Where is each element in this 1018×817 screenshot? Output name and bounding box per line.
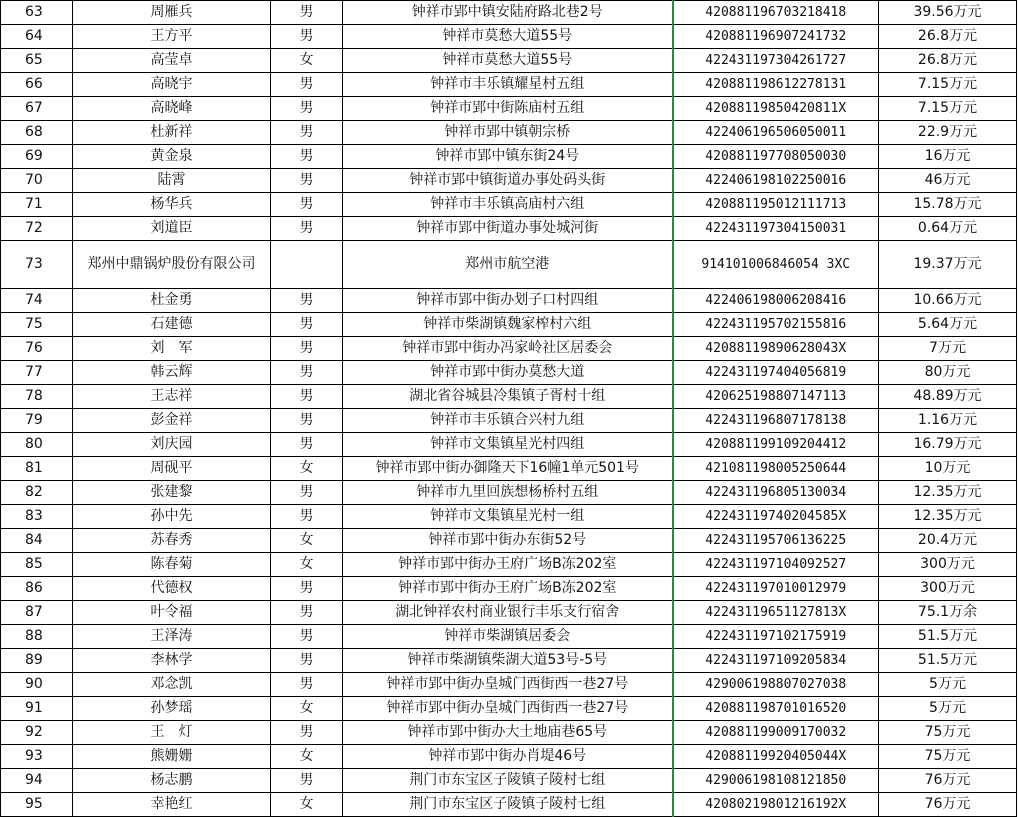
cell-address[interactable]: 钟祥市文集镇星光村一组 (343, 505, 673, 529)
cell-name[interactable]: 陆霄 (73, 169, 271, 193)
cell-gender[interactable]: 女 (271, 697, 343, 721)
cell-name[interactable]: 杨志鹏 (73, 769, 271, 793)
cell-name[interactable]: 高莹卓 (73, 49, 271, 73)
cell-gender[interactable]: 男 (271, 601, 343, 625)
table-row (1, 457, 1017, 481)
cell-gender[interactable]: 男 (271, 25, 343, 49)
cell-name[interactable]: 代德权 (73, 577, 271, 601)
table-row (1, 433, 1017, 457)
cell-seq[interactable]: 91 (1, 697, 73, 721)
table-row (1, 385, 1017, 409)
cell-address[interactable]: 钟祥市郢中镇街道办事处码头街 (343, 169, 673, 193)
cell-name[interactable]: 韩云辉 (73, 361, 271, 385)
table-row (1, 577, 1017, 601)
cell-amount[interactable]: 48.89万元 (879, 385, 1017, 409)
cell-seq[interactable]: 71 (1, 193, 73, 217)
cell-gender[interactable]: 女 (271, 553, 343, 577)
cell-amount[interactable]: 75.1万余 (879, 601, 1017, 625)
cell-gender[interactable]: 男 (271, 577, 343, 601)
cell-amount[interactable]: 80万元 (879, 361, 1017, 385)
cell-amount[interactable]: 5.64万元 (879, 313, 1017, 337)
cell-seq[interactable]: 89 (1, 649, 73, 673)
cell-name[interactable]: 石建德 (73, 313, 271, 337)
cell-address[interactable]: 钟祥市郢中街办大土地庙巷65号 (343, 721, 673, 745)
cell-gender[interactable]: 男 (271, 673, 343, 697)
table-row (1, 601, 1017, 625)
cell-id-number[interactable]: 422431196807178138 (673, 409, 879, 433)
cell-amount[interactable]: 300万元 (879, 577, 1017, 601)
cell-name[interactable]: 高晓宇 (73, 73, 271, 97)
cell-name[interactable]: 孙中先 (73, 505, 271, 529)
cell-address[interactable]: 钟祥市郢中镇朝宗桥 (343, 121, 673, 145)
table-row (1, 769, 1017, 793)
cell-name[interactable]: 杜金勇 (73, 289, 271, 313)
cell-id-number[interactable]: 42243119651127813X (673, 601, 879, 625)
cell-gender[interactable]: 男 (271, 97, 343, 121)
cell-name[interactable]: 苏春秀 (73, 529, 271, 553)
cell-seq[interactable]: 70 (1, 169, 73, 193)
cell-seq[interactable]: 72 (1, 217, 73, 241)
cell-seq[interactable]: 79 (1, 409, 73, 433)
cell-address[interactable]: 湖北钟祥农村商业银行丰乐支行宿舍 (343, 601, 673, 625)
cell-name[interactable]: 王泽涛 (73, 625, 271, 649)
cell-address[interactable]: 钟祥市郢中街办皇城门西街西一巷27号 (343, 697, 673, 721)
cell-gender[interactable]: 男 (271, 649, 343, 673)
cell-gender[interactable]: 男 (271, 337, 343, 361)
cell-id-number[interactable]: 422431195706136225 (673, 529, 879, 553)
cell-amount[interactable]: 20.4万元 (879, 529, 1017, 553)
cell-amount[interactable]: 5万元 (879, 673, 1017, 697)
cell-amount[interactable]: 10.66万元 (879, 289, 1017, 313)
cell-seq[interactable]: 87 (1, 601, 73, 625)
cell-name[interactable]: 高晓峰 (73, 97, 271, 121)
cell-gender[interactable]: 女 (271, 49, 343, 73)
cell-gender[interactable]: 男 (271, 121, 343, 145)
cell-id-number[interactable]: 420881199009170032 (673, 721, 879, 745)
cell-name[interactable]: 彭金祥 (73, 409, 271, 433)
cell-id-number[interactable]: 42088119920405044X (673, 745, 879, 769)
cell-id-number[interactable]: 420881195012111713 (673, 193, 879, 217)
cell-seq[interactable]: 63 (1, 1, 73, 25)
cell-id-number[interactable]: 420881196907241732 (673, 25, 879, 49)
cell-gender[interactable]: 男 (271, 289, 343, 313)
cell-seq[interactable]: 95 (1, 793, 73, 817)
cell-gender[interactable]: 男 (271, 625, 343, 649)
cell-seq[interactable]: 65 (1, 49, 73, 73)
cell-id-number[interactable]: 420881198701016520 (673, 697, 879, 721)
cell-name[interactable]: 叶令福 (73, 601, 271, 625)
cell-amount[interactable]: 5万元 (879, 697, 1017, 721)
cell-gender[interactable]: 女 (271, 529, 343, 553)
cell-amount[interactable]: 39.56万元 (879, 1, 1017, 25)
cell-id-number[interactable]: 42088119850420811X (673, 97, 879, 121)
cell-address[interactable]: 钟祥市郢中街道办事处城河街 (343, 217, 673, 241)
cell-address[interactable]: 钟祥市郢中街办王府广场B冻202室 (343, 577, 673, 601)
cell-seq[interactable]: 85 (1, 553, 73, 577)
cell-id-number[interactable]: 422431197104092527 (673, 553, 879, 577)
cell-address[interactable]: 钟祥市郢中街办王府广场B冻202室 (343, 553, 673, 577)
cell-address[interactable]: 钟祥市柴湖镇居委会 (343, 625, 673, 649)
cell-seq[interactable]: 76 (1, 337, 73, 361)
cell-id-number[interactable]: 422431197109205834 (673, 649, 879, 673)
cell-seq[interactable]: 84 (1, 529, 73, 553)
cell-id-number[interactable]: 914101006846054 3XC (673, 241, 879, 289)
cell-seq[interactable]: 73 (1, 241, 73, 289)
cell-address[interactable]: 钟祥市丰乐镇高庙村六组 (343, 193, 673, 217)
cell-id-number[interactable]: 422431195702155816 (673, 313, 879, 337)
cell-amount[interactable]: 19.37万元 (879, 241, 1017, 289)
table-row (1, 337, 1017, 361)
cell-gender[interactable] (271, 241, 343, 289)
cell-gender[interactable]: 男 (271, 769, 343, 793)
cell-address[interactable]: 钟祥市郢中街办东街52号 (343, 529, 673, 553)
cell-id-number[interactable]: 42080219801216192X (673, 793, 879, 817)
cell-amount[interactable]: 26.8万元 (879, 25, 1017, 49)
table-row (1, 25, 1017, 49)
cell-amount[interactable]: 16.79万元 (879, 433, 1017, 457)
cell-id-number[interactable]: 422431197102175919 (673, 625, 879, 649)
cell-name[interactable]: 邓念凯 (73, 673, 271, 697)
cell-address[interactable]: 钟祥市莫愁大道55号 (343, 25, 673, 49)
cell-gender[interactable]: 男 (271, 169, 343, 193)
table-row (1, 49, 1017, 73)
cell-seq[interactable]: 82 (1, 481, 73, 505)
table-row (1, 241, 1017, 289)
cell-address[interactable]: 钟祥市郢中街办肖堤46号 (343, 745, 673, 769)
cell-seq[interactable]: 81 (1, 457, 73, 481)
cell-seq[interactable]: 94 (1, 769, 73, 793)
cell-amount[interactable]: 26.8万元 (879, 49, 1017, 73)
cell-name[interactable]: 李林学 (73, 649, 271, 673)
cell-id-number[interactable]: 420881199109204412 (673, 433, 879, 457)
table-row (1, 721, 1017, 745)
cell-amount[interactable]: 51.5万元 (879, 625, 1017, 649)
cell-name[interactable]: 郑州中鼎锅炉股份有限公司 (73, 241, 271, 289)
cell-gender[interactable]: 男 (271, 385, 343, 409)
table-row (1, 1, 1017, 25)
cell-address[interactable]: 荆门市东宝区子陵镇子陵村七组 (343, 793, 673, 817)
cell-name[interactable]: 刘 军 (73, 337, 271, 361)
cell-amount[interactable]: 300万元 (879, 553, 1017, 577)
cell-address[interactable]: 钟祥市莫愁大道55号 (343, 49, 673, 73)
table-row (1, 505, 1017, 529)
cell-id-number[interactable]: 422431197304261727 (673, 49, 879, 73)
cell-id-number[interactable]: 422406196506050011 (673, 121, 879, 145)
cell-seq[interactable]: 80 (1, 433, 73, 457)
cell-gender[interactable]: 男 (271, 193, 343, 217)
cell-address[interactable]: 钟祥市丰乐镇合兴村九组 (343, 409, 673, 433)
cell-seq[interactable]: 86 (1, 577, 73, 601)
cell-name[interactable]: 王 灯 (73, 721, 271, 745)
cell-address[interactable]: 荆门市东宝区子陵镇子陵村七组 (343, 769, 673, 793)
cell-seq[interactable]: 90 (1, 673, 73, 697)
cell-amount[interactable]: 76万元 (879, 793, 1017, 817)
cell-gender[interactable]: 男 (271, 145, 343, 169)
cell-id-number[interactable]: 422431197304150031 (673, 217, 879, 241)
table-row (1, 313, 1017, 337)
cell-name[interactable]: 杜新祥 (73, 121, 271, 145)
cell-amount[interactable]: 15.78万元 (879, 193, 1017, 217)
cell-gender[interactable]: 男 (271, 481, 343, 505)
cell-address[interactable]: 郑州市航空港 (343, 241, 673, 289)
cell-address[interactable]: 钟祥市柴湖镇柴湖大道53号-5号 (343, 649, 673, 673)
cell-amount[interactable]: 7.15万元 (879, 97, 1017, 121)
cell-gender[interactable]: 男 (271, 73, 343, 97)
table-row (1, 553, 1017, 577)
cell-amount[interactable]: 75万元 (879, 745, 1017, 769)
cell-address[interactable]: 钟祥市郢中街办莫愁大道 (343, 361, 673, 385)
cell-amount[interactable]: 51.5万元 (879, 649, 1017, 673)
cell-seq[interactable]: 67 (1, 97, 73, 121)
cell-name[interactable]: 刘道臣 (73, 217, 271, 241)
cell-amount[interactable]: 7.15万元 (879, 73, 1017, 97)
cell-amount[interactable]: 46万元 (879, 169, 1017, 193)
cell-amount[interactable]: 22.9万元 (879, 121, 1017, 145)
cell-id-number[interactable]: 420881196703218418 (673, 1, 879, 25)
table-row (1, 793, 1017, 817)
cell-name[interactable]: 黄金泉 (73, 145, 271, 169)
cell-gender[interactable]: 男 (271, 433, 343, 457)
table-row (1, 409, 1017, 433)
cell-gender[interactable]: 女 (271, 793, 343, 817)
cell-gender[interactable]: 男 (271, 721, 343, 745)
cell-name[interactable]: 张建黎 (73, 481, 271, 505)
table-row (1, 649, 1017, 673)
cell-id-number[interactable]: 429006198108121850 (673, 769, 879, 793)
table-row (1, 121, 1017, 145)
cell-gender[interactable]: 女 (271, 457, 343, 481)
table-row (1, 97, 1017, 121)
cell-address[interactable]: 钟祥市郢中街办御隆天下16幢1单元501号 (343, 457, 673, 481)
cell-name[interactable]: 杨华兵 (73, 193, 271, 217)
cell-name[interactable]: 孙梦瑶 (73, 697, 271, 721)
cell-id-number[interactable]: 421081198005250644 (673, 457, 879, 481)
table-row (1, 73, 1017, 97)
table-row (1, 361, 1017, 385)
cell-address[interactable]: 钟祥市郢中街办划子口村四组 (343, 289, 673, 313)
cell-amount[interactable]: 0.64万元 (879, 217, 1017, 241)
cell-seq[interactable]: 66 (1, 73, 73, 97)
cell-id-number[interactable]: 420881198612278131 (673, 73, 879, 97)
cell-id-number[interactable]: 420625198807147113 (673, 385, 879, 409)
cell-seq[interactable]: 69 (1, 145, 73, 169)
cell-name[interactable]: 幸艳红 (73, 793, 271, 817)
cell-seq[interactable]: 74 (1, 289, 73, 313)
cell-gender[interactable]: 男 (271, 217, 343, 241)
cell-id-number[interactable]: 429006198807027038 (673, 673, 879, 697)
cell-address[interactable]: 钟祥市柴湖镇魏家榨村六组 (343, 313, 673, 337)
cell-seq[interactable]: 88 (1, 625, 73, 649)
cell-gender[interactable]: 男 (271, 313, 343, 337)
cell-amount[interactable]: 16万元 (879, 145, 1017, 169)
cell-address[interactable]: 钟祥市郢中街陈庙村五组 (343, 97, 673, 121)
cell-seq[interactable]: 75 (1, 313, 73, 337)
cell-seq[interactable]: 77 (1, 361, 73, 385)
cell-name[interactable]: 周砚平 (73, 457, 271, 481)
cell-address[interactable]: 钟祥市郢中镇安陆府路北巷2号 (343, 1, 673, 25)
cell-address[interactable]: 钟祥市郢中街办冯家岭社区居委会 (343, 337, 673, 361)
cell-gender[interactable]: 男 (271, 1, 343, 25)
cell-gender[interactable]: 男 (271, 361, 343, 385)
table-row (1, 145, 1017, 169)
table-row (1, 217, 1017, 241)
cell-address[interactable]: 钟祥市九里回族想杨桥村五组 (343, 481, 673, 505)
cell-name[interactable]: 陈春菊 (73, 553, 271, 577)
cell-seq[interactable]: 93 (1, 745, 73, 769)
cell-amount[interactable]: 76万元 (879, 769, 1017, 793)
cell-id-number[interactable]: 422406198102250016 (673, 169, 879, 193)
table-row (1, 625, 1017, 649)
cell-name[interactable]: 王志祥 (73, 385, 271, 409)
cell-name[interactable]: 熊姗姗 (73, 745, 271, 769)
cell-seq[interactable]: 83 (1, 505, 73, 529)
cell-id-number[interactable]: 42243119740204585X (673, 505, 879, 529)
table-row (1, 481, 1017, 505)
table-row (1, 697, 1017, 721)
cell-seq[interactable]: 64 (1, 25, 73, 49)
cell-address[interactable]: 钟祥市丰乐镇耀星村五组 (343, 73, 673, 97)
cell-id-number[interactable]: 422406198006208416 (673, 289, 879, 313)
cell-amount[interactable]: 75万元 (879, 721, 1017, 745)
cell-address[interactable]: 钟祥市文集镇星光村四组 (343, 433, 673, 457)
cell-address[interactable]: 钟祥市郢中镇东街24号 (343, 145, 673, 169)
cell-amount[interactable]: 10万元 (879, 457, 1017, 481)
cell-id-number[interactable]: 422431197404056819 (673, 361, 879, 385)
table-row (1, 745, 1017, 769)
table-row (1, 289, 1017, 313)
cell-amount[interactable]: 12.35万元 (879, 481, 1017, 505)
cell-gender[interactable]: 男 (271, 409, 343, 433)
cell-id-number[interactable]: 422431196805130034 (673, 481, 879, 505)
cell-seq[interactable]: 92 (1, 721, 73, 745)
table-row (1, 673, 1017, 697)
cell-seq[interactable]: 68 (1, 121, 73, 145)
cell-name[interactable]: 刘庆园 (73, 433, 271, 457)
cell-id-number[interactable]: 42088119890628043X (673, 337, 879, 361)
cell-amount[interactable]: 7万元 (879, 337, 1017, 361)
cell-gender[interactable]: 女 (271, 745, 343, 769)
table-row (1, 529, 1017, 553)
cell-name[interactable]: 王方平 (73, 25, 271, 49)
cell-name[interactable]: 周雁兵 (73, 1, 271, 25)
cell-seq[interactable]: 78 (1, 385, 73, 409)
cell-amount[interactable]: 1.16万元 (879, 409, 1017, 433)
table-row (1, 193, 1017, 217)
cell-amount[interactable]: 12.35万元 (879, 505, 1017, 529)
table-body (1, 1, 1017, 817)
cell-id-number[interactable]: 420881197708050030 (673, 145, 879, 169)
cell-address[interactable]: 湖北省谷城县冷集镇子胥村十组 (343, 385, 673, 409)
cell-gender[interactable]: 男 (271, 505, 343, 529)
cell-address[interactable]: 钟祥市郢中街办皇城门西街西一巷27号 (343, 673, 673, 697)
table-row (1, 169, 1017, 193)
cell-id-number[interactable]: 422431197010012979 (673, 577, 879, 601)
